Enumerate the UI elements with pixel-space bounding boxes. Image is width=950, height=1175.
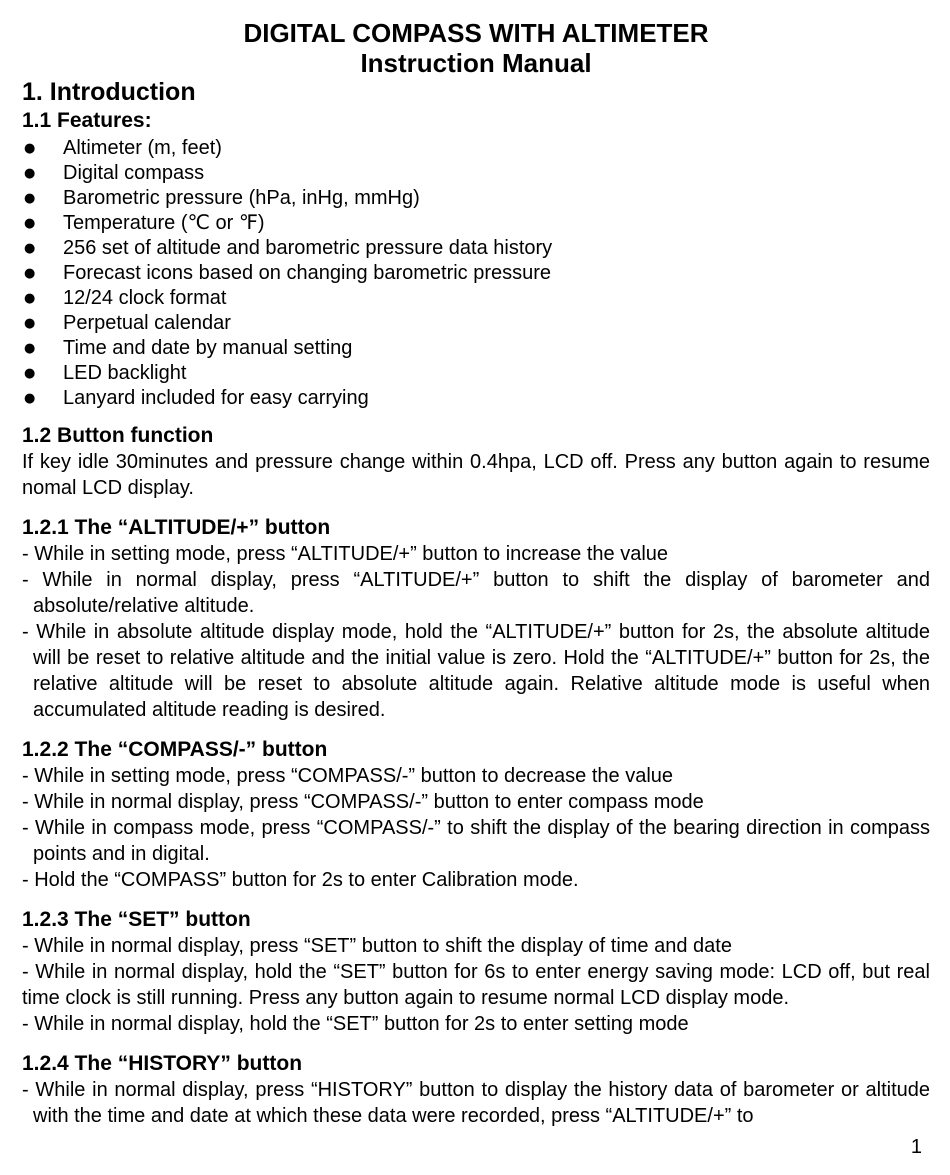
instruction-item: - While in normal display, press “HISTORY” button to display the history data of barometer or altitude with the time and date at which these data were recorded, press “ALTITUDE/+” to xyxy=(22,1079,930,1127)
feature-item xyxy=(22,211,930,236)
feature-text: Altimeter (m, feet) xyxy=(63,137,222,159)
instruction-item: - While in normal display, press “COMPASS/-” button to enter compass mode xyxy=(22,791,704,813)
instruction-item: - While in compass mode, press “COMPASS/-” to shift the display of the bearing direction in compass points and in digital. xyxy=(22,817,930,865)
section-set-button xyxy=(22,907,930,1037)
feature-text: Time and date by manual setting xyxy=(63,337,353,359)
section-heading: 1.2.4 The “HISTORY” button xyxy=(22,1052,303,1075)
instruction-item: - While in normal display, press “ALTITUDE/+” button to shift the display of barometer and absolute/relative altitude. xyxy=(22,569,930,617)
bullet-icon: ● xyxy=(24,216,36,231)
section-compass-button xyxy=(22,737,930,893)
bullet-icon: ● xyxy=(24,241,36,256)
bullet-icon: ● xyxy=(24,391,36,406)
section-heading: 1.2.2 The “COMPASS/-” button xyxy=(22,738,328,761)
feature-item xyxy=(22,286,930,311)
bullet-icon: ● xyxy=(24,341,36,356)
feature-text: Barometric pressure (hPa, inHg, mmHg) xyxy=(63,187,420,209)
feature-text: Forecast icons based on changing barometric pressure xyxy=(63,262,552,284)
instruction-item: - While in normal display, press “SET” button to shift the display of time and date xyxy=(22,935,732,957)
section-1-heading: 1. Introduction xyxy=(22,78,196,106)
feature-item xyxy=(22,361,930,386)
section-altitude-button xyxy=(22,515,930,723)
feature-text: 256 set of altitude and barometric pressure data history xyxy=(63,237,553,259)
instruction-item: - Hold the “COMPASS” button for 2s to enter Calibration mode. xyxy=(22,869,579,891)
instruction-item: - While in normal display, hold the “SET” button for 6s to enter energy saving mode: LCD off, but real time clock is still running. Press any button again to resume normal LCD display mode. xyxy=(22,961,930,1009)
feature-text: 12/24 clock format xyxy=(63,287,227,309)
features-list xyxy=(22,136,930,411)
feature-item xyxy=(22,311,930,336)
instruction-item: - While in normal display, hold the “SET” button for 2s to enter setting mode xyxy=(22,1013,689,1035)
button-function-heading: 1.2 Button function xyxy=(22,424,214,447)
section-history-button xyxy=(22,1051,930,1129)
instruction-item: - While in setting mode, press “COMPASS/-” button to decrease the value xyxy=(22,765,674,787)
bullet-icon: ● xyxy=(24,366,36,381)
doc-title: DIGITAL COMPASS WITH ALTIMETER xyxy=(243,18,709,48)
bullet-icon: ● xyxy=(24,166,36,181)
feature-item xyxy=(22,136,930,161)
doc-subtitle: Instruction Manual xyxy=(360,48,592,78)
instruction-item: - While in absolute altitude display mode, hold the “ALTITUDE/+” button for 2s, the absolute altitude will be reset to relative altitude and the initial value is zero. Hold the “ALTITUDE/+” button for 2s, the relative altitude will be reset to absolute altitude again. Relative altitude mode is useful when accumulated altitude reading is desired. xyxy=(22,621,930,721)
bullet-icon: ● xyxy=(24,141,36,156)
feature-item xyxy=(22,161,930,186)
bullet-icon: ● xyxy=(24,291,36,306)
features-heading: 1.1 Features: xyxy=(22,109,152,132)
bullet-icon: ● xyxy=(24,266,36,281)
page-number: 1 xyxy=(910,1136,922,1158)
feature-text: Lanyard included for easy carrying xyxy=(63,387,369,409)
button-function-text: If key idle 30minutes and pressure change within 0.4hpa, LCD off. Press any button again to resume nomal LCD display. xyxy=(22,451,930,499)
bullet-icon: ● xyxy=(24,191,36,206)
feature-text: LED backlight xyxy=(63,362,187,384)
section-heading: 1.2.1 The “ALTITUDE/+” button xyxy=(22,516,331,539)
feature-text: Temperature (℃ or ℉) xyxy=(63,212,265,234)
feature-item xyxy=(22,186,930,211)
feature-text: Perpetual calendar xyxy=(63,312,231,334)
feature-item xyxy=(22,261,930,286)
instruction-item: - While in setting mode, press “ALTITUDE/+” button to increase the value xyxy=(22,543,669,565)
feature-item xyxy=(22,386,930,411)
feature-item xyxy=(22,236,930,261)
feature-item xyxy=(22,336,930,361)
bullet-icon: ● xyxy=(24,316,36,331)
feature-text: Digital compass xyxy=(63,162,205,184)
section-heading: 1.2.3 The “SET” button xyxy=(22,908,251,931)
